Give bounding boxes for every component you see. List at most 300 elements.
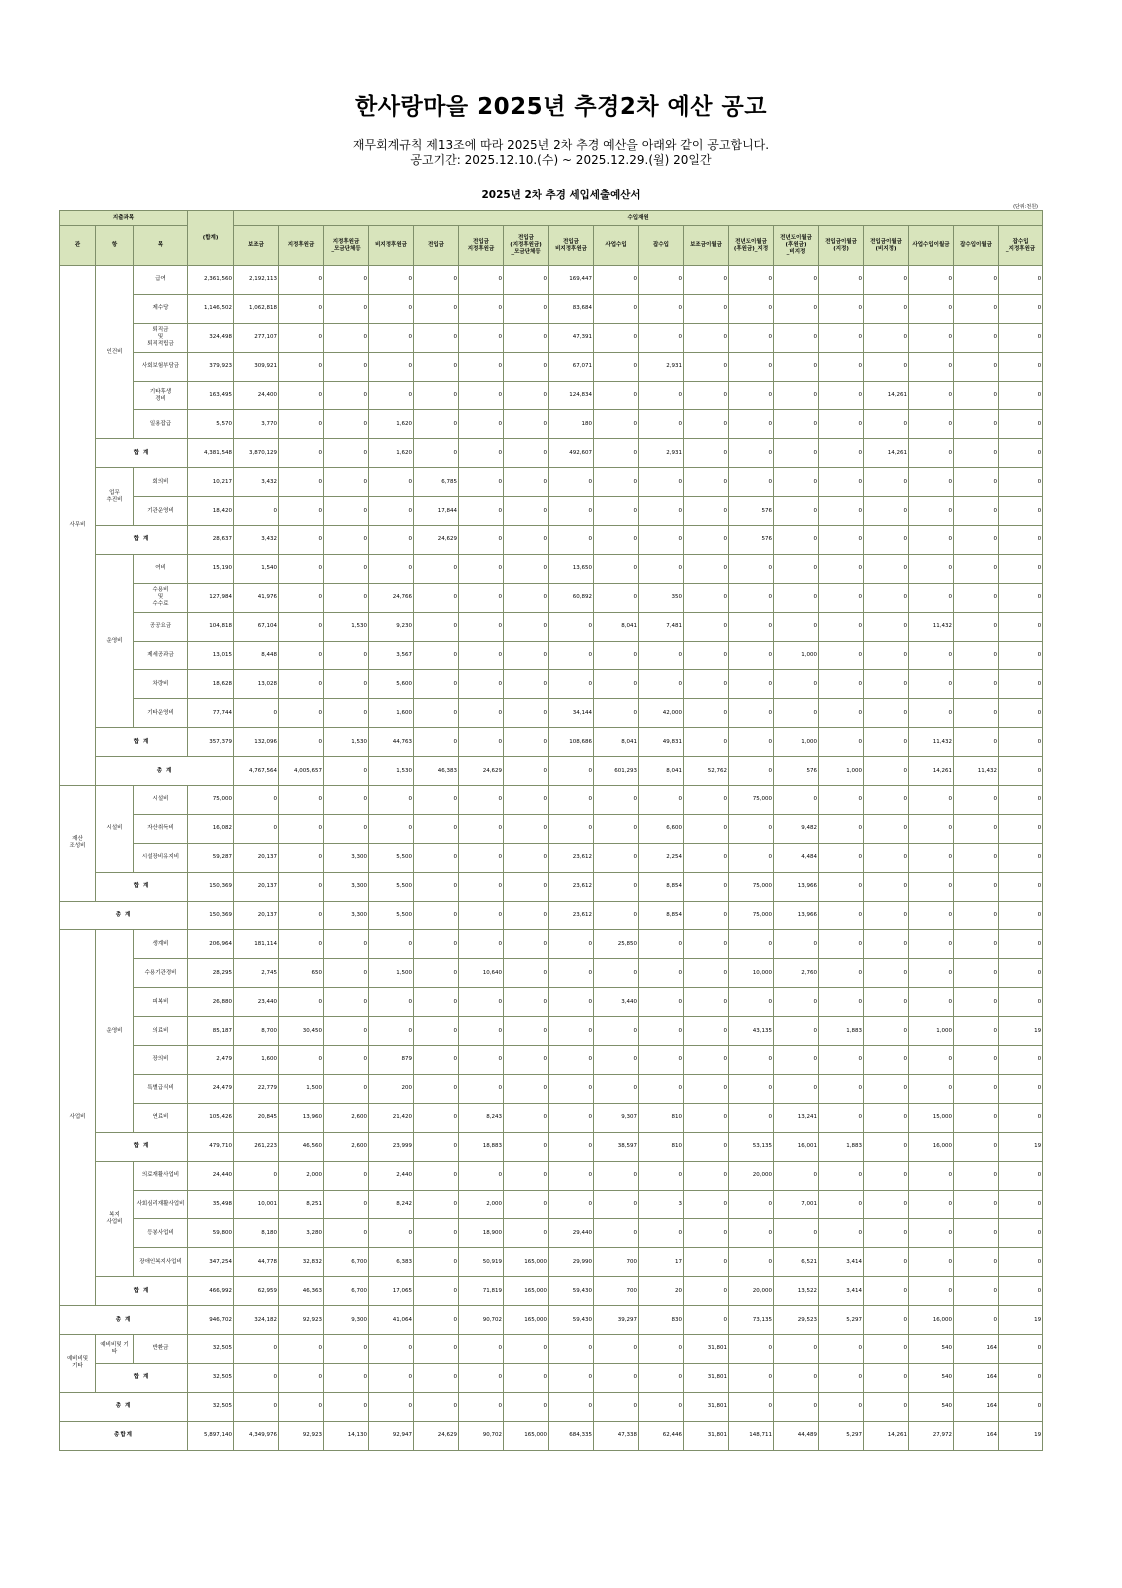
- value-cell: 200: [369, 1074, 414, 1103]
- value-cell: 5,600: [369, 670, 414, 699]
- mok-cell: 기타운영비: [134, 699, 188, 728]
- value-cell: 0: [684, 1219, 729, 1248]
- value-cell: 0: [369, 323, 414, 352]
- value-cell: 0: [909, 1277, 954, 1306]
- value-cell: 1,600: [369, 699, 414, 728]
- value-cell: 0: [999, 1248, 1043, 1277]
- subtotal-label: 합 계: [96, 1132, 188, 1161]
- mok-cell: 의료재활사업비: [134, 1161, 188, 1190]
- value-cell: 0: [639, 497, 684, 526]
- value-cell: 60,892: [549, 583, 594, 612]
- value-cell: 0: [414, 1190, 459, 1219]
- value-cell: 39,297: [594, 1306, 639, 1335]
- mok-cell: 특별급식비: [134, 1074, 188, 1103]
- value-cell: 30,450: [279, 1017, 324, 1046]
- value-cell: 0: [459, 1392, 504, 1421]
- value-cell: 0: [729, 468, 774, 497]
- value-cell: 0: [459, 699, 504, 728]
- value-cell: 0: [684, 1074, 729, 1103]
- value-cell: 0: [594, 1046, 639, 1075]
- value-cell: 0: [279, 1392, 324, 1421]
- value-cell: 0: [369, 1392, 414, 1421]
- value-cell: 0: [999, 814, 1043, 843]
- value-cell: 0: [594, 699, 639, 728]
- value-cell: 24,400: [234, 381, 279, 410]
- value-cell: 27,972: [909, 1421, 954, 1450]
- value-cell: 0: [414, 294, 459, 323]
- value-cell: 29,523: [774, 1306, 819, 1335]
- value-cell: 0: [324, 1363, 369, 1392]
- value-cell: 0: [279, 641, 324, 670]
- value-cell: 164: [954, 1392, 999, 1421]
- subtotal-row: [60, 439, 1043, 468]
- value-cell: 20,000: [729, 1277, 774, 1306]
- value-cell: 0: [954, 583, 999, 612]
- mok-cell: 등봉사업비: [134, 1219, 188, 1248]
- value-cell: 0: [864, 612, 909, 641]
- value-cell: 0: [864, 583, 909, 612]
- value-cell: 0: [279, 901, 324, 930]
- value-cell: 0: [594, 1161, 639, 1190]
- value-cell: 684,335: [549, 1421, 594, 1450]
- total-cell: 206,964: [188, 930, 234, 959]
- value-cell: 0: [819, 1334, 864, 1363]
- value-cell: 0: [594, 323, 639, 352]
- value-cell: 0: [954, 843, 999, 872]
- value-cell: 0: [684, 641, 729, 670]
- value-cell: 0: [684, 814, 729, 843]
- value-cell: 46,560: [279, 1132, 324, 1161]
- value-cell: 0: [504, 439, 549, 468]
- value-cell: 0: [324, 468, 369, 497]
- value-cell: 0: [459, 988, 504, 1017]
- value-cell: 0: [279, 294, 324, 323]
- value-cell: 0: [729, 381, 774, 410]
- value-cell: 6,521: [774, 1248, 819, 1277]
- value-cell: 0: [549, 1161, 594, 1190]
- value-cell: 0: [909, 497, 954, 526]
- value-cell: 0: [549, 1132, 594, 1161]
- value-cell: 0: [414, 1392, 459, 1421]
- value-cell: 0: [459, 814, 504, 843]
- table-row: [60, 381, 1043, 410]
- value-cell: 0: [414, 872, 459, 901]
- value-cell: 0: [504, 1074, 549, 1103]
- value-cell: 73,135: [729, 1306, 774, 1335]
- value-cell: 0: [909, 814, 954, 843]
- value-cell: 92,947: [369, 1421, 414, 1450]
- value-cell: 8,041: [594, 612, 639, 641]
- value-cell: 20,137: [234, 901, 279, 930]
- value-cell: 0: [459, 1334, 504, 1363]
- value-cell: 0: [459, 410, 504, 439]
- value-cell: 0: [549, 1017, 594, 1046]
- value-cell: 0: [864, 930, 909, 959]
- value-cell: 14,261: [864, 439, 909, 468]
- value-cell: 0: [729, 410, 774, 439]
- value-cell: 0: [594, 1190, 639, 1219]
- value-cell: 2,745: [234, 959, 279, 988]
- value-cell: 0: [459, 1161, 504, 1190]
- value-cell: 0: [729, 1248, 774, 1277]
- value-cell: 0: [504, 1132, 549, 1161]
- value-cell: 0: [954, 410, 999, 439]
- value-cell: 0: [999, 670, 1043, 699]
- value-cell: 44,489: [774, 1421, 819, 1450]
- value-cell: 13,028: [234, 670, 279, 699]
- total-cell: 24,479: [188, 1074, 234, 1103]
- table-row: [60, 583, 1043, 612]
- value-cell: 0: [639, 266, 684, 295]
- value-cell: 0: [324, 699, 369, 728]
- value-cell: 13,241: [774, 1103, 819, 1132]
- table-row: [60, 410, 1043, 439]
- value-cell: 0: [639, 1161, 684, 1190]
- value-cell: 9,307: [594, 1103, 639, 1132]
- value-cell: 879: [369, 1046, 414, 1075]
- value-cell: 0: [414, 1132, 459, 1161]
- value-cell: 38,597: [594, 1132, 639, 1161]
- value-cell: 0: [909, 468, 954, 497]
- header-gwan: 관: [60, 226, 96, 266]
- value-cell: 0: [369, 1363, 414, 1392]
- value-cell: 9,482: [774, 814, 819, 843]
- value-cell: 0: [909, 1248, 954, 1277]
- value-cell: 0: [504, 930, 549, 959]
- value-cell: 3,770: [234, 410, 279, 439]
- value-cell: 13,650: [549, 554, 594, 583]
- value-cell: 0: [324, 1046, 369, 1075]
- value-cell: 0: [414, 959, 459, 988]
- value-cell: 0: [504, 526, 549, 555]
- value-cell: 22,779: [234, 1074, 279, 1103]
- value-cell: 0: [414, 1074, 459, 1103]
- value-cell: 492,607: [549, 439, 594, 468]
- mok-cell: 연료비: [134, 1103, 188, 1132]
- value-cell: 0: [864, 1363, 909, 1392]
- value-cell: 17: [639, 1248, 684, 1277]
- value-cell: 0: [909, 1074, 954, 1103]
- value-cell: 0: [594, 266, 639, 295]
- mok-cell: 여비: [134, 554, 188, 583]
- value-cell: 2,440: [369, 1161, 414, 1190]
- table-row: [60, 930, 1043, 959]
- value-cell: 32,832: [279, 1248, 324, 1277]
- value-cell: 0: [594, 1074, 639, 1103]
- total-cell: 4,767,564: [234, 757, 279, 786]
- value-cell: 75,000: [729, 872, 774, 901]
- mok-cell: 수용비 및 수수료: [134, 583, 188, 612]
- value-cell: 0: [369, 1334, 414, 1363]
- value-cell: 181,114: [234, 930, 279, 959]
- mok-cell: 공공요금: [134, 612, 188, 641]
- value-cell: 0: [954, 872, 999, 901]
- value-cell: 0: [549, 814, 594, 843]
- value-cell: 23,612: [549, 901, 594, 930]
- value-cell: 0: [729, 843, 774, 872]
- header-revenue-column: 전입금 지정후원금: [459, 226, 504, 266]
- value-cell: 0: [774, 497, 819, 526]
- value-cell: 0: [324, 526, 369, 555]
- value-cell: 8,041: [594, 728, 639, 757]
- total-cell: 1,146,502: [188, 294, 234, 323]
- mok-cell: 장애인복지사업비: [134, 1248, 188, 1277]
- total-cell: 28,637: [188, 526, 234, 555]
- value-cell: 3,300: [324, 843, 369, 872]
- gwan-cell: 예비비및 기타: [60, 1334, 96, 1392]
- value-cell: 0: [999, 1161, 1043, 1190]
- value-cell: 0: [729, 554, 774, 583]
- header-revenue-column: 사업수입이월금: [909, 226, 954, 266]
- value-cell: 0: [864, 1219, 909, 1248]
- value-cell: 1,000: [774, 728, 819, 757]
- value-cell: 0: [999, 1074, 1043, 1103]
- value-cell: 0: [594, 901, 639, 930]
- value-cell: 261,223: [234, 1132, 279, 1161]
- value-cell: 0: [819, 1190, 864, 1219]
- value-cell: 0: [279, 872, 324, 901]
- table-row: [60, 1074, 1043, 1103]
- value-cell: 0: [549, 1046, 594, 1075]
- value-cell: 0: [594, 959, 639, 988]
- value-cell: 0: [684, 670, 729, 699]
- table-row: [60, 1046, 1043, 1075]
- value-cell: 0: [459, 468, 504, 497]
- value-cell: 0: [999, 1103, 1043, 1132]
- value-cell: 0: [729, 930, 774, 959]
- intro-line: 공고기간: 2025.12.10.(수) ~ 2025.12.29.(월) 20일간: [410, 153, 712, 167]
- value-cell: 0: [954, 901, 999, 930]
- total-cell: 4,381,548: [188, 439, 234, 468]
- value-cell: 0: [549, 1392, 594, 1421]
- value-cell: 0: [864, 670, 909, 699]
- header-total: (합계): [188, 211, 234, 266]
- value-cell: 0: [999, 323, 1043, 352]
- total-cell: 127,984: [188, 583, 234, 612]
- gwan-cell: 사무비: [60, 266, 96, 786]
- value-cell: 0: [324, 266, 369, 295]
- value-cell: 0: [684, 872, 729, 901]
- value-cell: 0: [909, 1190, 954, 1219]
- table-row: [60, 786, 1043, 815]
- value-cell: 0: [414, 670, 459, 699]
- header-revenue-column: 보조금: [234, 226, 279, 266]
- value-cell: 0: [684, 786, 729, 815]
- value-cell: 0: [684, 294, 729, 323]
- table-row: [60, 468, 1043, 497]
- value-cell: 17,844: [414, 497, 459, 526]
- total-cell: 5,570: [188, 410, 234, 439]
- value-cell: 0: [504, 699, 549, 728]
- value-cell: 0: [819, 1046, 864, 1075]
- table-row: [60, 554, 1043, 583]
- value-cell: 0: [279, 583, 324, 612]
- value-cell: 0: [954, 1132, 999, 1161]
- value-cell: 0: [639, 930, 684, 959]
- value-cell: 0: [909, 1046, 954, 1075]
- subtotal-label: 합 계: [96, 1363, 188, 1392]
- value-cell: 0: [909, 323, 954, 352]
- value-cell: 0: [279, 988, 324, 1017]
- total-cell: 26,880: [188, 988, 234, 1017]
- table-row: [60, 988, 1043, 1017]
- value-cell: 165,000: [504, 1421, 549, 1450]
- value-cell: 0: [459, 554, 504, 583]
- value-cell: 0: [504, 1219, 549, 1248]
- value-cell: 0: [414, 1046, 459, 1075]
- value-cell: 0: [864, 959, 909, 988]
- value-cell: 324,182: [234, 1306, 279, 1335]
- value-cell: 0: [369, 352, 414, 381]
- value-cell: 50,919: [459, 1248, 504, 1277]
- value-cell: 0: [504, 410, 549, 439]
- value-cell: 108,686: [549, 728, 594, 757]
- value-cell: 0: [819, 439, 864, 468]
- table-row: [60, 294, 1043, 323]
- value-cell: 164: [954, 1334, 999, 1363]
- value-cell: 0: [864, 1103, 909, 1132]
- table-row: [60, 352, 1043, 381]
- value-cell: 52,762: [684, 757, 729, 786]
- value-cell: 0: [504, 814, 549, 843]
- value-cell: 0: [414, 930, 459, 959]
- value-cell: 0: [459, 323, 504, 352]
- value-cell: 0: [864, 1074, 909, 1103]
- value-cell: 5,500: [369, 872, 414, 901]
- value-cell: 0: [684, 843, 729, 872]
- value-cell: 0: [639, 1363, 684, 1392]
- value-cell: 0: [954, 266, 999, 295]
- value-cell: 90,702: [459, 1421, 504, 1450]
- value-cell: 0: [909, 439, 954, 468]
- value-cell: 0: [684, 1046, 729, 1075]
- value-cell: 0: [234, 814, 279, 843]
- value-cell: 0: [819, 988, 864, 1017]
- value-cell: 576: [729, 526, 774, 555]
- value-cell: 0: [684, 1161, 729, 1190]
- table-row: [60, 1219, 1043, 1248]
- value-cell: 0: [999, 901, 1043, 930]
- value-cell: 0: [324, 1161, 369, 1190]
- value-cell: 2,931: [639, 352, 684, 381]
- value-cell: 0: [504, 1363, 549, 1392]
- value-cell: 0: [369, 294, 414, 323]
- value-cell: 0: [864, 1392, 909, 1421]
- value-cell: 9,300: [324, 1306, 369, 1335]
- total-cell: 32,505: [188, 1392, 234, 1421]
- value-cell: 0: [864, 641, 909, 670]
- value-cell: 1,883: [819, 1132, 864, 1161]
- value-cell: 0: [774, 323, 819, 352]
- value-cell: 0: [729, 1046, 774, 1075]
- value-cell: 0: [954, 468, 999, 497]
- value-cell: 0: [684, 930, 729, 959]
- value-cell: 164: [954, 1421, 999, 1450]
- total-cell: 10,217: [188, 468, 234, 497]
- value-cell: 0: [324, 323, 369, 352]
- value-cell: 0: [999, 1334, 1043, 1363]
- value-cell: 0: [999, 497, 1043, 526]
- table-row: [60, 497, 1043, 526]
- value-cell: 47,391: [549, 323, 594, 352]
- value-cell: 21,420: [369, 1103, 414, 1132]
- value-cell: 0: [324, 930, 369, 959]
- mok-cell: 자산취득비: [134, 814, 188, 843]
- value-cell: 0: [459, 294, 504, 323]
- value-cell: 0: [864, 988, 909, 1017]
- value-cell: 0: [459, 641, 504, 670]
- value-cell: 0: [774, 1334, 819, 1363]
- value-cell: 0: [639, 410, 684, 439]
- value-cell: 0: [999, 757, 1043, 786]
- value-cell: 14,261: [864, 1421, 909, 1450]
- value-cell: 0: [729, 1392, 774, 1421]
- value-cell: 0: [324, 757, 369, 786]
- value-cell: 0: [549, 757, 594, 786]
- value-cell: 0: [684, 901, 729, 930]
- value-cell: 0: [594, 843, 639, 872]
- value-cell: 0: [594, 526, 639, 555]
- value-cell: 0: [819, 497, 864, 526]
- value-cell: 0: [954, 988, 999, 1017]
- value-cell: 0: [729, 699, 774, 728]
- header-revenue-group: 수입재원: [234, 211, 1043, 226]
- value-cell: 0: [639, 959, 684, 988]
- value-cell: 0: [324, 1017, 369, 1046]
- value-cell: 0: [234, 1334, 279, 1363]
- value-cell: 0: [414, 699, 459, 728]
- value-cell: 0: [999, 872, 1043, 901]
- value-cell: 0: [504, 1017, 549, 1046]
- value-cell: 0: [594, 1363, 639, 1392]
- value-cell: 0: [684, 266, 729, 295]
- header-revenue-column: 전입금이월금 (비지정): [864, 226, 909, 266]
- total-cell: 357,379: [188, 728, 234, 757]
- value-cell: 0: [414, 641, 459, 670]
- value-cell: 0: [819, 352, 864, 381]
- value-cell: 16,000: [909, 1306, 954, 1335]
- value-cell: 0: [999, 612, 1043, 641]
- value-cell: 0: [594, 583, 639, 612]
- value-cell: 3,414: [819, 1248, 864, 1277]
- value-cell: 0: [594, 410, 639, 439]
- value-cell: 13,522: [774, 1277, 819, 1306]
- value-cell: 0: [729, 583, 774, 612]
- value-cell: 0: [909, 410, 954, 439]
- header-revenue-column: 전입금이월금 (지정): [819, 226, 864, 266]
- value-cell: 0: [459, 352, 504, 381]
- value-cell: 0: [999, 1190, 1043, 1219]
- value-cell: 0: [909, 988, 954, 1017]
- value-cell: 0: [279, 439, 324, 468]
- value-cell: 20: [639, 1277, 684, 1306]
- subtotal-row: [60, 526, 1043, 555]
- value-cell: 0: [414, 554, 459, 583]
- value-cell: 0: [954, 814, 999, 843]
- value-cell: 0: [639, 468, 684, 497]
- value-cell: 0: [459, 872, 504, 901]
- value-cell: 71,819: [459, 1277, 504, 1306]
- header-account-group: 지출과목: [60, 211, 188, 226]
- value-cell: 0: [909, 554, 954, 583]
- value-cell: 0: [774, 988, 819, 1017]
- value-cell: 0: [999, 266, 1043, 295]
- value-cell: 0: [414, 352, 459, 381]
- value-cell: 90,702: [459, 1306, 504, 1335]
- value-cell: 29,990: [549, 1248, 594, 1277]
- value-cell: 24,629: [414, 1421, 459, 1450]
- value-cell: 0: [729, 814, 774, 843]
